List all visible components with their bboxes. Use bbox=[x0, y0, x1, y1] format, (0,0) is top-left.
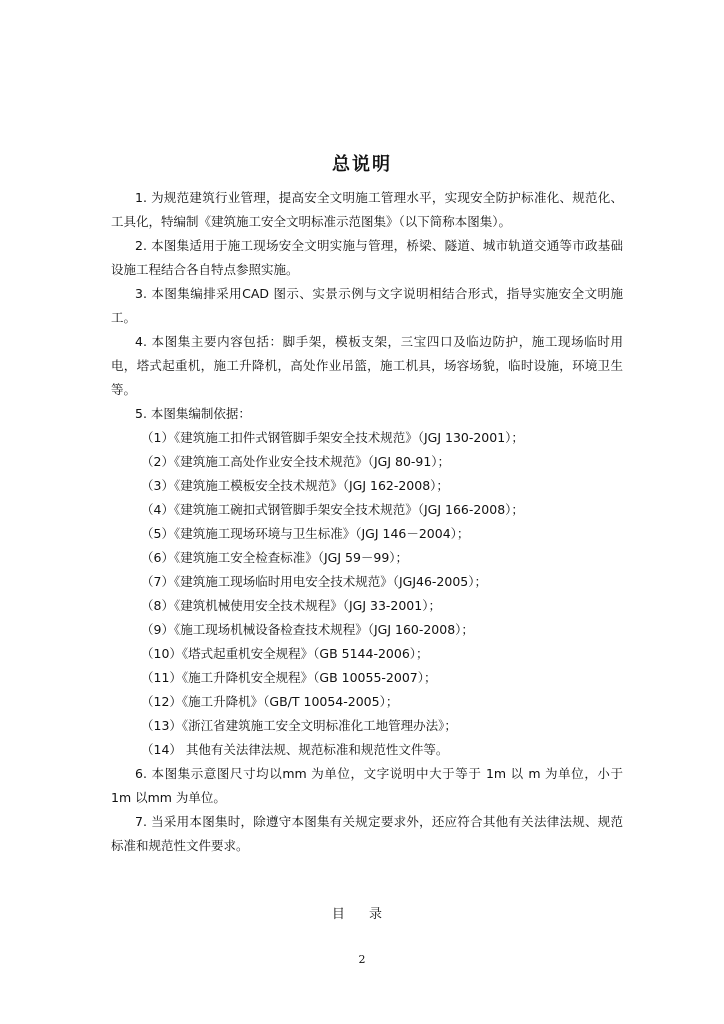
reference-list bbox=[111, 426, 623, 762]
reference-item: （10）《塔式起重机安全规程》（GB 5144-2006）； bbox=[141, 646, 429, 661]
document-body bbox=[111, 186, 623, 858]
reference-item: （5）《建筑施工现场环境与卫生标准》（JGJ 146－2004）； bbox=[141, 526, 470, 541]
reference-item: （2）《建筑施工高处作业安全技术规范》（JGJ 80-91）； bbox=[141, 454, 451, 469]
paragraph-5: 5. 本图集编制依据： bbox=[135, 406, 251, 421]
toc-heading: 目 录 bbox=[331, 907, 393, 922]
paragraph-6: 6. 本图集示意图尺寸均以mm 为单位，文字说明中大于等于 1m 以 m 为单位，小于 1m 以mm 为单位。 bbox=[111, 766, 623, 805]
reference-item: （6）《建筑施工安全检查标准》（JGJ 59－99）； bbox=[141, 550, 409, 565]
reference-item: （4）《建筑施工碗扣式钢管脚手架安全技术规范》（JGJ 166-2008）； bbox=[141, 502, 524, 517]
reference-item: （1）《建筑施工扣件式钢管脚手架安全技术规范》（JGJ 130-2001）； bbox=[141, 430, 524, 445]
page-title: 总说明 bbox=[332, 154, 392, 175]
reference-item: （7）《建筑施工现场临时用电安全技术规范》（JGJ46-2005）； bbox=[141, 574, 487, 589]
paragraph-3: 3. 本图集编排采用CAD 图示、实景示例与文字说明相结合形式，指导实施安全文明施工。 bbox=[111, 286, 623, 325]
reference-item: （12）《施工升降机》（GB/T 10054-2005）； bbox=[141, 694, 399, 709]
paragraph-4: 4. 本图集主要内容包括：脚手架，模板支架，三宝四口及临边防护，施工现场临时用电，塔式起重机，施工升降机，高处作业吊篮，施工机具，场容场貌，临时设施，环境卫生等。 bbox=[111, 334, 623, 397]
reference-item: （13）《浙江省建筑施工安全文明标准化工地管理办法》； bbox=[141, 718, 457, 733]
paragraph-2: 2. 本图集适用于施工现场安全文明实施与管理，桥梁、隧道、城市轨道交通等市政基础设施工程结合各自特点参照实施。 bbox=[111, 238, 623, 277]
page-number: 2 bbox=[358, 953, 366, 966]
reference-item: （8）《建筑机械使用安全技术规程》（JGJ 33-2001）； bbox=[141, 598, 441, 613]
reference-item: （9）《施工现场机械设备检查技术规程》（JGJ 160-2008）； bbox=[141, 622, 474, 637]
paragraph-1: 1. 为规范建筑行业管理，提高安全文明施工管理水平，实现安全防护标准化、规范化、工具化，特编制《建筑施工安全文明标准示范图集》（以下简称本图集）。 bbox=[111, 190, 623, 229]
paragraph-7: 7. 当采用本图集时，除遵守本图集有关规定要求外，还应符合其他有关法律法规、规范标准和规范性文件要求。 bbox=[111, 814, 623, 853]
reference-item: （14） 其他有关法律法规、规范标准和规范性文件等。 bbox=[141, 742, 449, 757]
reference-item: （3）《建筑施工模板安全技术规范》（JGJ 162-2008）； bbox=[141, 478, 449, 493]
reference-item: （11）《施工升降机安全规程》（GB 10055-2007）； bbox=[141, 670, 437, 685]
